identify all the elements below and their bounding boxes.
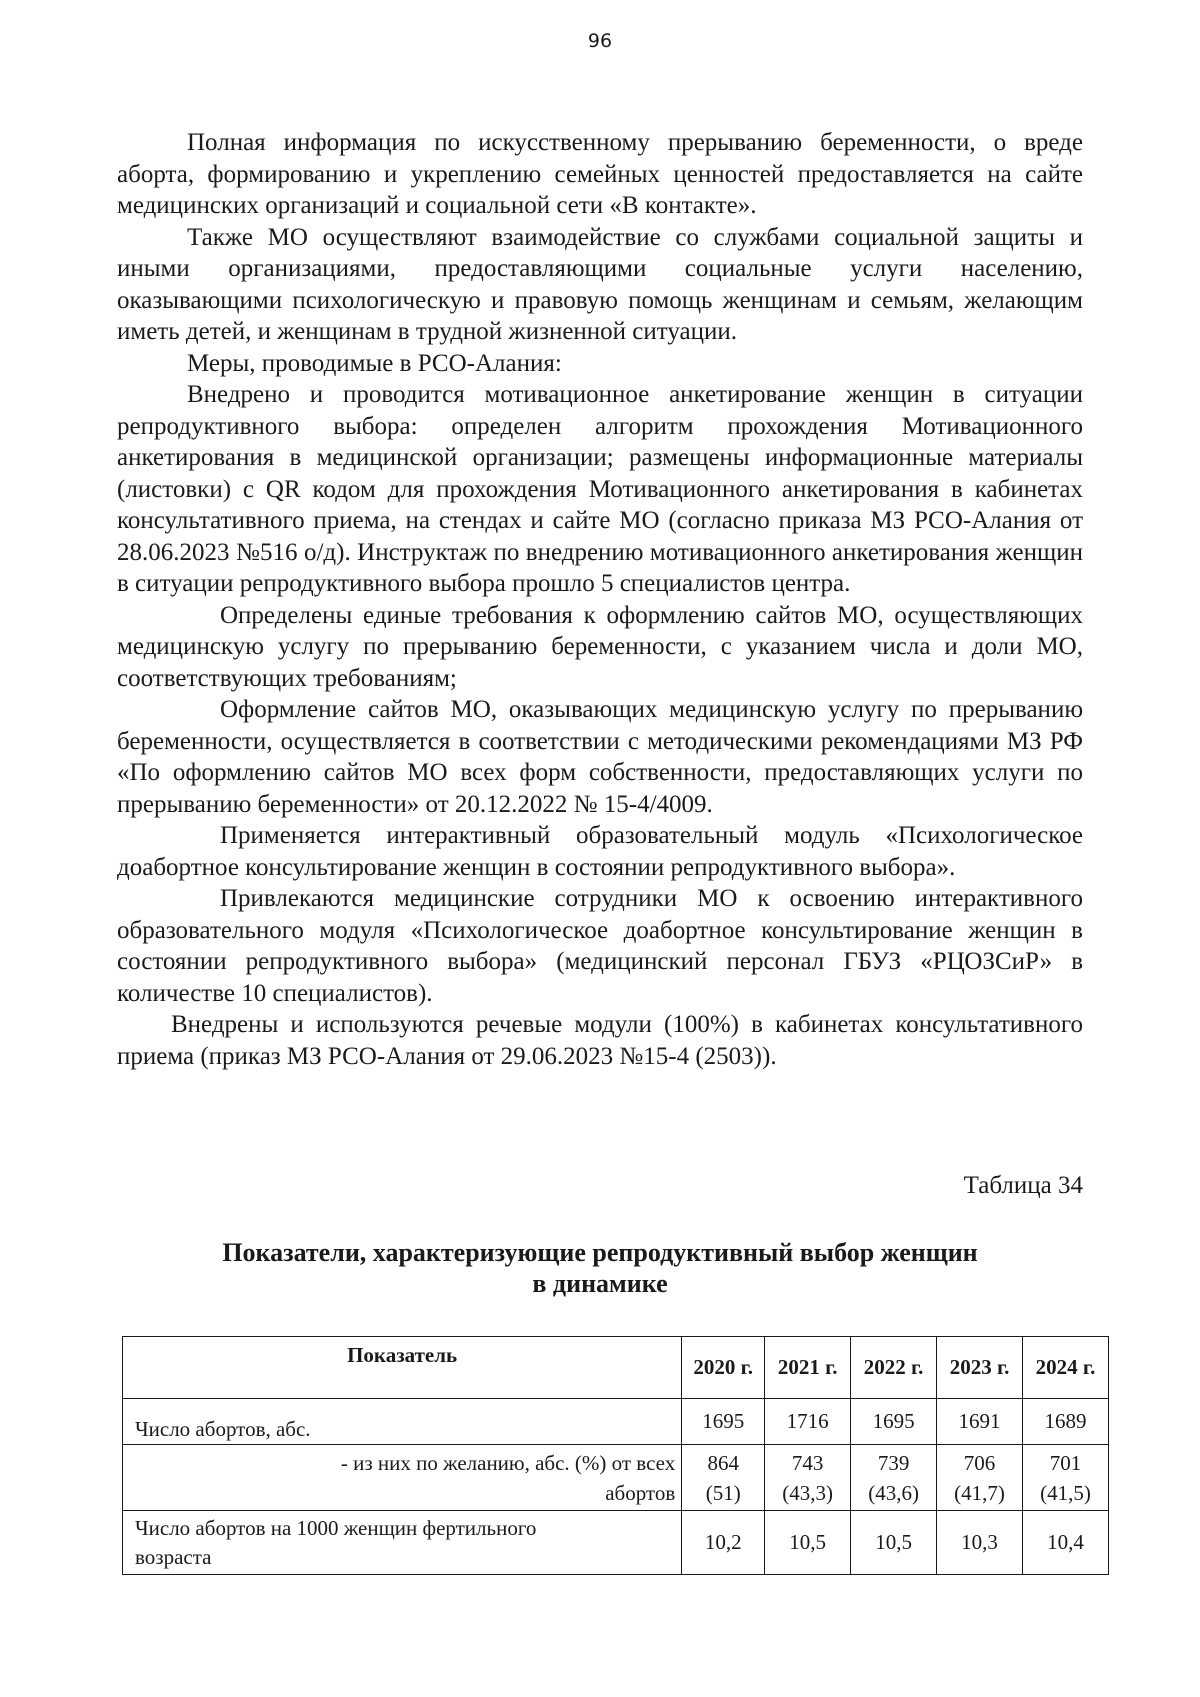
indicators-table — [122, 1336, 1109, 1575]
header-year: 2023 г. — [937, 1337, 1023, 1399]
cell-value — [682, 1445, 765, 1511]
cell-value — [1023, 1445, 1109, 1511]
paragraph: Полная информация по искусственному прерыванию беременности, о вреде аборта, формированию и укреплению семейных ценностей предоставляется на сайте медицинских организаций и социальной сети «В контакте». — [117, 129, 1083, 219]
table-title-line: в динамике — [532, 1269, 668, 1298]
paragraph: Привлекаются медицинские сотрудники МО к освоению интерактивного образовательного модуля «Психологическое доабортное консультирование женщин в состоянии репродуктивного выбора» (медицинский персонал ГБУЗ «РЦОЗСиР» в количестве 10 специалистов). — [117, 885, 1083, 1007]
page-number: 96 — [587, 30, 613, 52]
cell-value: 1695 — [682, 1399, 765, 1445]
paragraph: Применяется интерактивный образовательный модуль «Психологическое доабортное консультирование женщин в состоянии репродуктивного выбора». — [117, 822, 1083, 881]
row-label: Число абортов, абс. — [123, 1399, 682, 1445]
cell-value: 10,3 — [937, 1511, 1023, 1575]
header-year: 2022 г. — [851, 1337, 937, 1399]
table-row — [123, 1511, 1109, 1575]
cell-value: 10,2 — [682, 1511, 765, 1575]
row-label: Число абортов на 1000 женщин фертильного возраста — [123, 1511, 682, 1575]
cell-pct: (43,6) — [868, 1480, 919, 1505]
header-year: 2020 г. — [682, 1337, 765, 1399]
cell-value — [765, 1445, 851, 1511]
cell-abs: 701 — [1049, 1450, 1082, 1475]
cell-pct: (41,7) — [954, 1480, 1005, 1505]
table-title — [117, 1237, 1083, 1299]
row-label — [123, 1445, 682, 1511]
cell-value — [937, 1445, 1023, 1511]
cell-pct: (51) — [705, 1480, 741, 1505]
table-label: Таблица 34 — [963, 1172, 1083, 1199]
header-year: 2024 г. — [1023, 1337, 1109, 1399]
cell-value: 1691 — [937, 1399, 1023, 1445]
cell-abs: 743 — [791, 1450, 824, 1475]
cell-value: 10,4 — [1023, 1511, 1109, 1575]
table-title-line: Показатели, характеризующие репродуктивный выбор женщин — [222, 1238, 978, 1267]
cell-value: 10,5 — [851, 1511, 937, 1575]
cell-pct: (41,5) — [1040, 1480, 1091, 1505]
paragraph: Определены единые требования к оформлению сайтов МО, осуществляющих медицинскую услугу по прерыванию беременности, с указанием числа и доли МО, соответствующих требованиям; — [117, 601, 1083, 692]
row-label-line: абортов — [605, 1480, 676, 1505]
paragraph: Внедрены и используются речевые модули (100%) в кабинетах консультативного приема (приказ МЗ РСО-Алания от 29.06.2023 №15-4 (2503)). — [117, 1011, 1083, 1070]
paragraph: Внедрено и проводится мотивационное анкетирование женщин в ситуации репродуктивного выбора: определен алгоритм прохождения Мотивационного анкетирования в медицинской организации; размещены информационные материалы (листовки) с QR кодом для прохождения Мотивационного анкетирования в кабинетах консультативного приема, на стендах и сайте МО (согласно приказа МЗ РСО-Алания от 28.06.2023 №516 о/д). Инструктаж по внедрению мотивационного анкетирования женщин в ситуации репродуктивного выбора прошло 5 специалистов центра. — [117, 381, 1083, 597]
cell-abs: 864 — [707, 1450, 739, 1475]
cell-value: 1689 — [1023, 1399, 1109, 1445]
table-row — [123, 1399, 1109, 1445]
cell-value: 1695 — [851, 1399, 937, 1445]
row-label-line: - из них по желанию, абс. (%) от всех — [340, 1450, 676, 1475]
table-row — [123, 1445, 1109, 1511]
cell-pct: (43,3) — [782, 1480, 834, 1505]
paragraph: Оформление сайтов МО, оказывающих медицинскую услугу по прерыванию беременности, осуществляется в соответствии с методическими рекомендациями МЗ РФ «По оформлению сайтов МО всех форм собственности, предоставляющих услуги по прерыванию беременности» от 20.12.2022 № 15-4/4009. — [117, 696, 1083, 818]
table-header-row — [123, 1337, 1109, 1399]
cell-value: 10,5 — [765, 1511, 851, 1575]
body-text — [117, 127, 1083, 1072]
cell-abs: 706 — [963, 1450, 996, 1475]
paragraph: Также МО осуществляют взаимодействие со службами социальной защиты и иными организациями, предоставляющими социальные услуги населению, оказывающими психологическую и правовую помощь женщинам и семьям, желающим иметь детей, и женщинам в трудной жизненной ситуации. — [117, 223, 1083, 345]
header-indicator: Показатель — [123, 1337, 682, 1399]
header-year: 2021 г. — [765, 1337, 851, 1399]
cell-value — [851, 1445, 937, 1511]
cell-abs: 739 — [877, 1450, 910, 1475]
paragraph: Меры, проводимые в РСО-Алания: — [187, 349, 562, 377]
cell-value: 1716 — [765, 1399, 851, 1445]
